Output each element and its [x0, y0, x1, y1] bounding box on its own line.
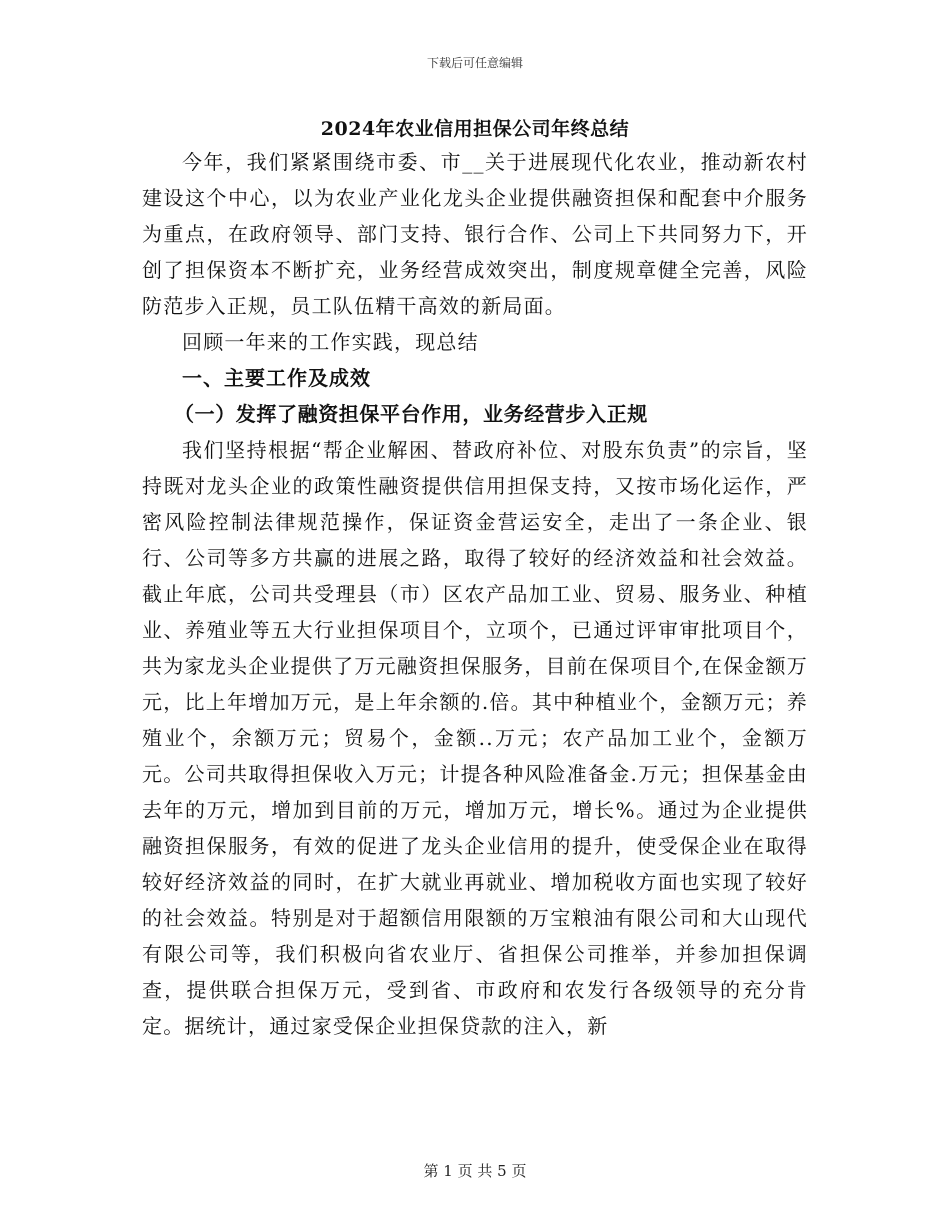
intro-paragraph: 今年，我们紧紧围绕市委、市__关于进展现代化农业，推动新农村建设这个中心，以为农业产业化龙头企业提供融资担保和配套中介服务为重点，在政府领导、部门支持、银行合作、公司上下共同努力下，开创了担保资本不断扩充，业务经营成效突出，制度规章健全完善，风险防范步入正规，员工队伍精干高效的新局面。 [142, 150, 808, 318]
header-note: 下载后可任意编辑 [426, 56, 523, 70]
subsection-heading: （一）发挥了融资担保平台作用，业务经营步入正规 [174, 402, 648, 426]
subsection-body: 我们坚持根据“帮企业解困、替政府补位、对股东负责”的宗旨，坚持既对龙头企业的政策性融资提供信用担保支持，又按市场化运作，严密风险控制法律规范操作，保证资金营运安全，走出了一条企业、银行、公司等多方共赢的进展之路，取得了较好的经济效益和社会效益。截止年底，公司共受理县（市）区农产品加工业、贸易、服务业、种植业、养殖业等五大行业担保项目个，立项个，已通过评审审批项目个，共为家龙头企业提供了万元融资担保服务，目前在保项目个,在保金额万元，比上年增加万元，是上年余额的.倍。其中种植业个，金额万元；养殖业个，余额万元；贸易个，金额..万元；农产品加工业个，金额万元。公司共取得担保收入万元；计提各种风险准备金.万元；担保基金由去年的万元，增加到目前的万元，增加万元，增长%。通过为企业提供融资担保服务，有效的促进了龙头企业信用的提升，使受保企业在取得较好经济效益的同时，在扩大就业再就业、增加税收方面也实现了较好的社会效益。特别是对于超额信用限额的万宝粮油有限公司和大山现代有限公司等，我们积极向省农业厅、省担保公司推举，并参加担保调查，提供联合担保万元，受到省、市政府和农发行各级领导的充分肯定。据统计，通过家受保企业担保贷款的注入，新 [142, 438, 808, 1038]
document-body [142, 114, 808, 1044]
document-title: 2024年农业信用担保公司年终总结 [320, 118, 630, 140]
section-heading: 一、主要工作及成效 [182, 366, 371, 390]
review-paragraph: 回顾一年来的工作实践，现总结 [182, 330, 479, 354]
page-indicator: 第 1 页 共 5 页 [423, 1162, 527, 1180]
